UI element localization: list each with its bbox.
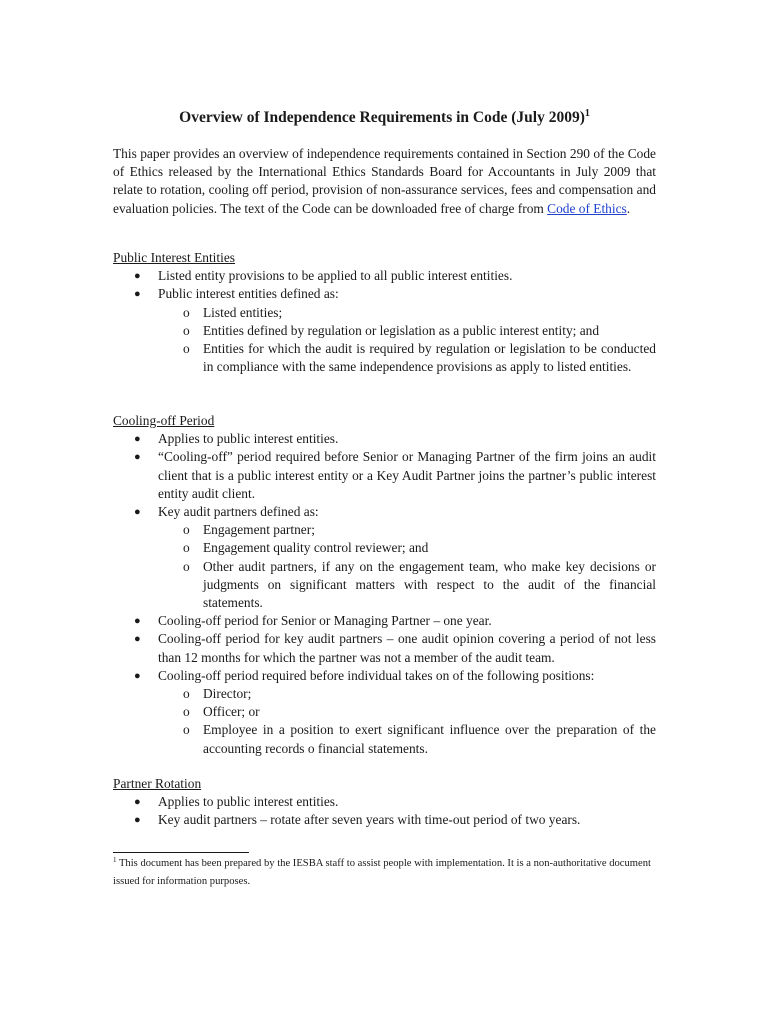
list-item: [113, 448, 656, 503]
sub-list-item-text: Employee in a position to exert significant influence over the preparation of the accounting records o financial statements.: [203, 722, 656, 756]
circle-bullet-icon: o: [183, 522, 190, 538]
list-item: [113, 667, 656, 758]
bullet-icon: ●: [134, 814, 141, 827]
footnote-text: This document has been prepared by the IESBA staff to assist people with implementation. It is a non-authoritative document issued for information purposes.: [113, 858, 651, 887]
list-item-text: Public interest entities defined as:: [158, 286, 339, 302]
circle-bullet-icon: o: [183, 558, 190, 574]
circle-bullet-icon: o: [183, 304, 190, 320]
list-item: [113, 503, 656, 612]
list-item-text: Applies to public interest entities.: [158, 431, 339, 447]
section-cooling-off-period: [113, 412, 656, 758]
list-item-text: Cooling-off period required before individual takes on of the following positions:: [158, 667, 595, 683]
list-item: [113, 630, 656, 666]
list-item-text: Cooling-off period for Senior or Managing Partner – one year.: [158, 613, 492, 629]
bullet-icon: ●: [134, 633, 141, 646]
sub-list-item-text: Director;: [203, 686, 252, 702]
list-item-text: Key audit partners defined as:: [158, 504, 319, 520]
sub-list-item-text: Engagement partner;: [203, 522, 315, 538]
sub-list-item: [113, 539, 656, 557]
circle-bullet-icon: o: [183, 722, 190, 738]
sub-list-item: [113, 721, 656, 757]
section-heading: Cooling-off Period: [113, 413, 215, 428]
section-heading: Public Interest Entities: [113, 250, 235, 265]
list-item: [113, 811, 656, 829]
list-item: [113, 267, 656, 285]
sub-list-item-text: Entities defined by regulation or legislation as a public interest entity; and: [203, 322, 600, 338]
bullet-list: [113, 793, 656, 829]
bullet-icon: ●: [134, 669, 141, 682]
intro-paragraph: [113, 145, 656, 218]
list-item: [113, 285, 656, 376]
sub-list-item: [113, 322, 656, 340]
bullet-icon: ●: [134, 433, 141, 446]
sub-list-item: [113, 703, 656, 721]
sub-list-item: [113, 304, 656, 322]
circle-bullet-icon: o: [183, 540, 190, 556]
section-heading: Partner Rotation: [113, 776, 202, 791]
bullet-list: [113, 267, 656, 376]
sub-list-item-text: Entities for which the audit is required by regulation or legislation to be conducted in compliance with the same independence provisions as apply to listed entities.: [203, 341, 656, 375]
footnote: [113, 855, 653, 890]
circle-bullet-icon: o: [183, 704, 190, 720]
circle-bullet-icon: o: [183, 341, 190, 357]
sub-bullet-list: [158, 304, 656, 377]
circle-bullet-icon: o: [183, 686, 190, 702]
section-partner-rotation: [113, 775, 656, 830]
bullet-list: [113, 430, 656, 758]
sub-list-item-text: Engagement quality control reviewer; and: [203, 540, 429, 556]
sub-list-item-text: Listed entities;: [203, 304, 283, 320]
title-footnote-ref[interactable]: 1: [584, 108, 590, 119]
list-item-text: Applies to public interest entities.: [158, 794, 339, 810]
sub-list-item: [113, 340, 656, 376]
title-text: Overview of Independence Requirements in Code (July 2009): [179, 109, 585, 126]
sub-bullet-list: [158, 685, 656, 758]
sub-list-item: [113, 558, 656, 613]
section-public-interest-entities: [113, 249, 656, 376]
list-item-text: Key audit partners – rotate after seven years with time-out period of two years.: [158, 812, 581, 828]
footnote-number: 1: [113, 856, 117, 864]
list-item: [113, 430, 656, 448]
bullet-icon: ●: [134, 615, 141, 628]
document-title: [113, 108, 656, 128]
intro-text: This paper provides an overview of independence requirements contained in Section 290 of the Code of Ethics released by the International Ethics Standards Board for Accountants in July 2009 that relate to rotation, cooling off period, provision of non-assurance services, fees and compensation and evaluation policies. The text of the Code can be downloaded free of charge from: [113, 146, 656, 216]
bullet-icon: ●: [134, 796, 141, 809]
circle-bullet-icon: o: [183, 322, 190, 338]
bullet-icon: ●: [134, 288, 141, 301]
sub-list-item-text: Other audit partners, if any on the engagement team, who make key decisions or judgments on significant matters with respect to the audit of the financial statements.: [203, 558, 656, 611]
sub-list-item: [113, 521, 656, 539]
list-item-text: “Cooling-off” period required before Senior or Managing Partner of the firm joins an audit client that is a public interest entity or a Key Audit Partner joins the partner’s public interest entity audit client.: [158, 449, 656, 501]
list-item-text: Listed entity provisions to be applied to all public interest entities.: [158, 268, 513, 284]
bullet-icon: ●: [134, 506, 141, 519]
sub-list-item: [113, 685, 656, 703]
list-item: [113, 612, 656, 630]
list-item-text: Cooling-off period for key audit partners – one audit opinion covering a period of not less than 12 months for which the partner was not a member of the audit team.: [158, 631, 656, 665]
bullet-icon: ●: [134, 451, 141, 464]
sub-list-item-text: Officer; or: [203, 704, 260, 720]
list-item: [113, 793, 656, 811]
intro-text-end: .: [626, 200, 631, 216]
code-of-ethics-link[interactable]: Code of Ethics: [547, 200, 627, 216]
sub-bullet-list: [158, 521, 656, 612]
footnote-separator: [113, 852, 249, 853]
bullet-icon: ●: [134, 270, 141, 283]
